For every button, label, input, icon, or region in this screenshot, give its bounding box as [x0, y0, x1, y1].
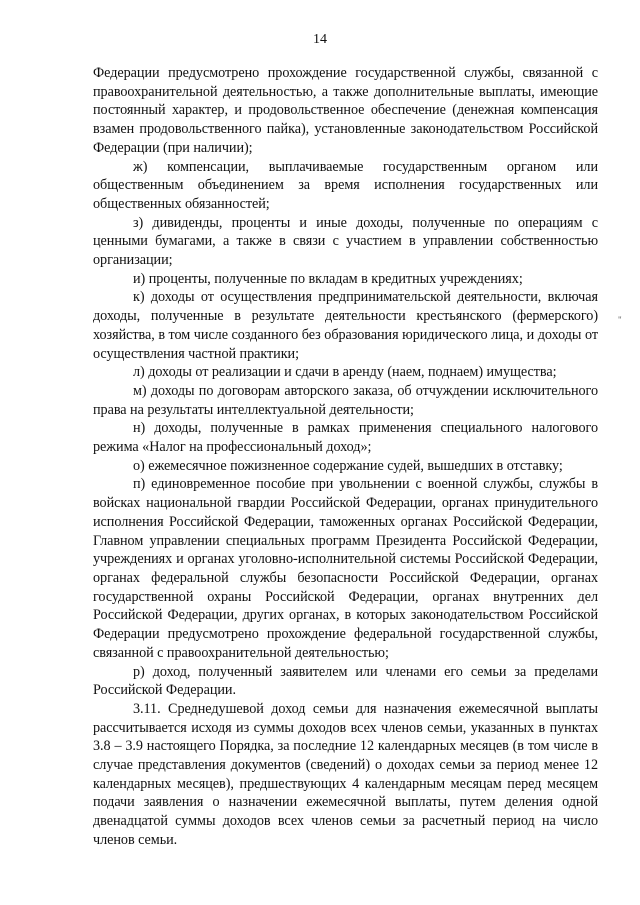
page-number: 14: [313, 32, 327, 47]
paragraph-item-p: п) единовременное пособие при увольнении с военной службы, службы в войсках национальной гвардии Российской Федерации, органах принудительного исполнения Российской Федерации, таможенных органах Российской Федерации, Главном управлении специальных программ Президента Российской Федерации, учреждениях и органах уголовно-исполнительной системы Российской Федерации, органах федеральной службы безопасности Российской Федерации, органах государственной охраны Российской Федерации, органах внутренних дел Российской Федерации, других органах, в которых законодательством Российской Федерации предусмотрено прохождение федеральной государственной службы, связанной с правоохранительной деятельностью;: [93, 476, 598, 661]
margin-mark: ": [618, 315, 622, 325]
paragraph-item-k: к) доходы от осуществления предпринимательской деятельности, включая доходы, полученные в результате деятельности крестьянского (фермерского) хозяйства, в том числе созданного без образования юридического лица, и доходы от осуществления частной практики;: [93, 289, 598, 362]
paragraph-continuation: Федерации предусмотрено прохождение государственной службы, связанной с правоохранительной деятельностью, а также дополнительные выплаты, имеющие постоянный характер, и продовольственное обеспечение (денежная компенсация взамен продовольственного пайка), установленные законодательством Российской Федерации (при наличии);: [93, 65, 598, 156]
document-body: [93, 64, 598, 850]
paragraph-item-z: з) дивиденды, проценты и иные доходы, полученные по операциям с ценными бумагами, а также в связи с участием в управлении собственностью организации;: [93, 214, 598, 269]
paragraph-item-m: м) доходы по договорам авторского заказа, об отчуждении исключительного права на результаты интеллектуальной деятельности;: [93, 382, 598, 418]
paragraph-item-l: л) доходы от реализации и сдачи в аренду (наем, поднаем) имущества;: [133, 364, 557, 381]
paragraph-item-r: р) доход, полученный заявителем или членами его семьи за пределами Российской Федерации.: [93, 663, 598, 699]
paragraph-item-n: н) доходы, полученные в рамках применения специального налогового режима «Налог на профессиональный доход»;: [93, 420, 598, 456]
paragraph-section-3-11: 3.11. Среднедушевой доход семьи для назначения ежемесячной выплаты рассчитывается исходя из суммы доходов всех членов семьи, указанных в пунктах 3.8 – 3.9 настоящего Порядка, за последние 12 календарных месяцев (в том числе в случае представления документов (сведений) о доходах семьи за период менее 12 календарных месяцев), предшествующих 4 календарным месяцам перед месяцем подачи заявления о назначении ежемесячной выплаты, путем деления одной двенадцатой суммы доходов всех членов семьи за расчетный период на число членов семьи.: [93, 700, 598, 848]
paragraph-item-i: и) проценты, полученные по вкладам в кредитных учреждениях;: [133, 270, 523, 287]
paragraph-item-o: о) ежемесячное пожизненное содержание судей, вышедших в отставку;: [133, 457, 563, 474]
paragraph-item-zh: ж) компенсации, выплачиваемые государственным органом или общественным объединением за время исполнения государственных или общественных обязанностей;: [93, 158, 598, 212]
